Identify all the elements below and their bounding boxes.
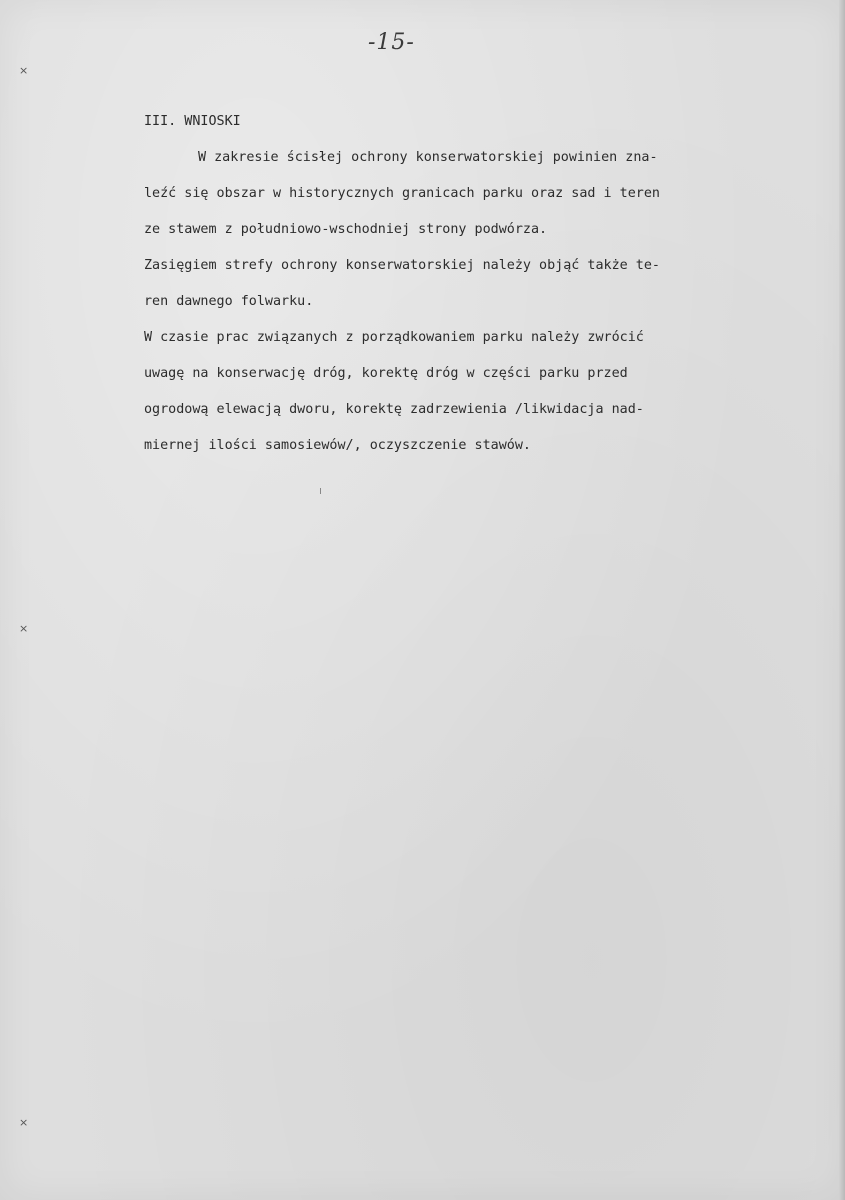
paragraph-line: W zakresie ścisłej ochrony konserwatorskiej powinien zna- [198,150,658,165]
paragraph-line: ze stawem z południowo-wschodniej strony podwórza. [144,222,548,237]
page-number: -15- [368,30,415,55]
punch-hole-mark-top: × [19,64,29,77]
document-body [144,104,814,464]
paragraph-line: uwagę na konserwację dróg, korektę dróg w części parku przed [144,366,628,381]
punch-hole-mark-bottom: × [19,1116,29,1129]
stray-mark [320,488,321,494]
section-heading: III. WNIOSKI [144,114,241,129]
paragraph-line: Zasięgiem strefy ochrony konserwatorskiej należy objąć także te- [144,258,660,273]
paragraph-line: leźć się obszar w historycznych granicach parku oraz sad i teren [144,186,660,201]
paragraph-line: miernej ilości samosiewów/, oczyszczenie stawów. [144,438,531,453]
page-edge [839,0,845,1200]
punch-hole-mark-middle: × [19,622,29,635]
paragraph-line: W czasie prac związanych z porządkowaniem parku należy zwrócić [144,330,644,345]
paragraph-line: ogrodową elewacją dworu, korektę zadrzewienia /likwidacja nad- [144,402,644,417]
paragraph-line: ren dawnego folwarku. [144,294,314,309]
